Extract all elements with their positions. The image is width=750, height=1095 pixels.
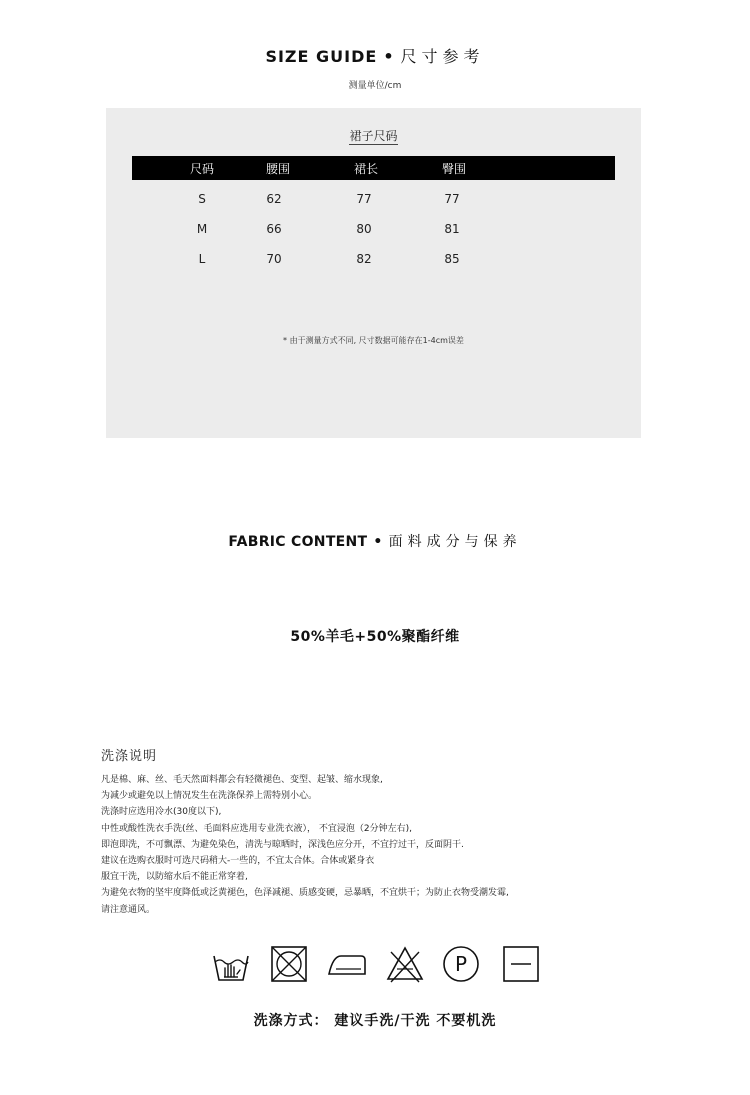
instruction-line: 凡是棉、麻、丝、毛天然面料都会有轻微褪色、变型、起皱、缩水现象, (101, 775, 383, 785)
instruction-line: 洗涤时应选用冷水(30度以下), (101, 807, 222, 818)
cell-waist: 66 (266, 222, 282, 236)
washing-heading: 洗涤说明 (101, 749, 158, 764)
header-length: 裙长 (353, 162, 378, 176)
title-separator: • (383, 47, 395, 66)
size-guide-title (0, 44, 750, 67)
size-table-title: 裙子尺码 (349, 129, 398, 143)
dry-flat-icon (501, 944, 541, 984)
size-table-header (132, 156, 615, 180)
cell-hip: 85 (444, 252, 460, 266)
fabric-title-cn: 面料成分与保养 (388, 534, 522, 550)
instruction-line: 为减少或避免以上情况发生在洗涤保养上需特别小心。 (101, 791, 318, 802)
fabric-content-title (0, 531, 750, 551)
cell-length: 82 (356, 252, 372, 266)
title-separator: • (373, 534, 383, 550)
instruction-line: 服宜干洗，以防缩水后不能正常穿着, (101, 872, 248, 883)
header-hip: 臀围 (441, 162, 466, 176)
size-guide-title-en: SIZE GUIDE (265, 47, 378, 66)
do-not-tumble-dry-icon (269, 944, 309, 984)
instruction-line: 为避免衣物的坚牢度降低或泛黄褪色，色泽减褪、质感变硬，忌暴晒，不宜烘干；为防止衣物受潮发霉, (101, 888, 509, 899)
size-guide-title-cn: 尺寸参考 (400, 47, 485, 66)
iron-icon (327, 944, 367, 984)
header-waist: 腰围 (265, 162, 290, 176)
p-letter: P (454, 952, 468, 976)
cell-size: S (198, 192, 206, 206)
cell-length: 80 (356, 222, 372, 236)
cell-length: 77 (356, 192, 372, 206)
header-size: 尺码 (189, 162, 214, 176)
fabric-title-en: FABRIC CONTENT (228, 534, 368, 550)
measurement-unit: 测量单位/cm (348, 81, 402, 91)
instruction-line: 请注意通风。 (101, 904, 156, 915)
cell-waist: 70 (266, 252, 282, 266)
washing-method: 洗涤方式： 建议手洗/干洗 不要机洗 (253, 1013, 497, 1029)
instruction-line: 中性或酸性洗衣手洗(丝、毛面料应选用专业洗衣液）， 不宜浸泡（2分钟左右), (101, 823, 412, 834)
washing-instructions (101, 772, 661, 918)
cell-size: M (196, 222, 208, 236)
instruction-line: 即泡即洗，不可飘漂、为避免染色，清洗与晾晒时，深浅色应分开，不宜拧过干，反面阴干. (101, 839, 464, 850)
care-icons (0, 944, 750, 986)
cell-hip: 77 (444, 192, 460, 206)
cell-waist: 62 (266, 192, 282, 206)
size-table-panel (106, 108, 641, 438)
hand-wash-icon (211, 944, 251, 984)
dry-clean-p-icon (441, 944, 481, 984)
instruction-line: 建议在选购衣服时可选尺码稍大-一些的，不宜太合体。合体或紧身衣 (101, 856, 375, 867)
cell-size: L (198, 252, 206, 266)
fabric-composition: 50%羊毛+50%聚酯纤维 (290, 629, 460, 645)
cell-hip: 81 (444, 222, 460, 236)
measurement-note: * 由于测量方式不同, 尺寸数据可能存在1-4cm误差 (283, 336, 464, 345)
do-not-bleach-icon (385, 944, 425, 984)
